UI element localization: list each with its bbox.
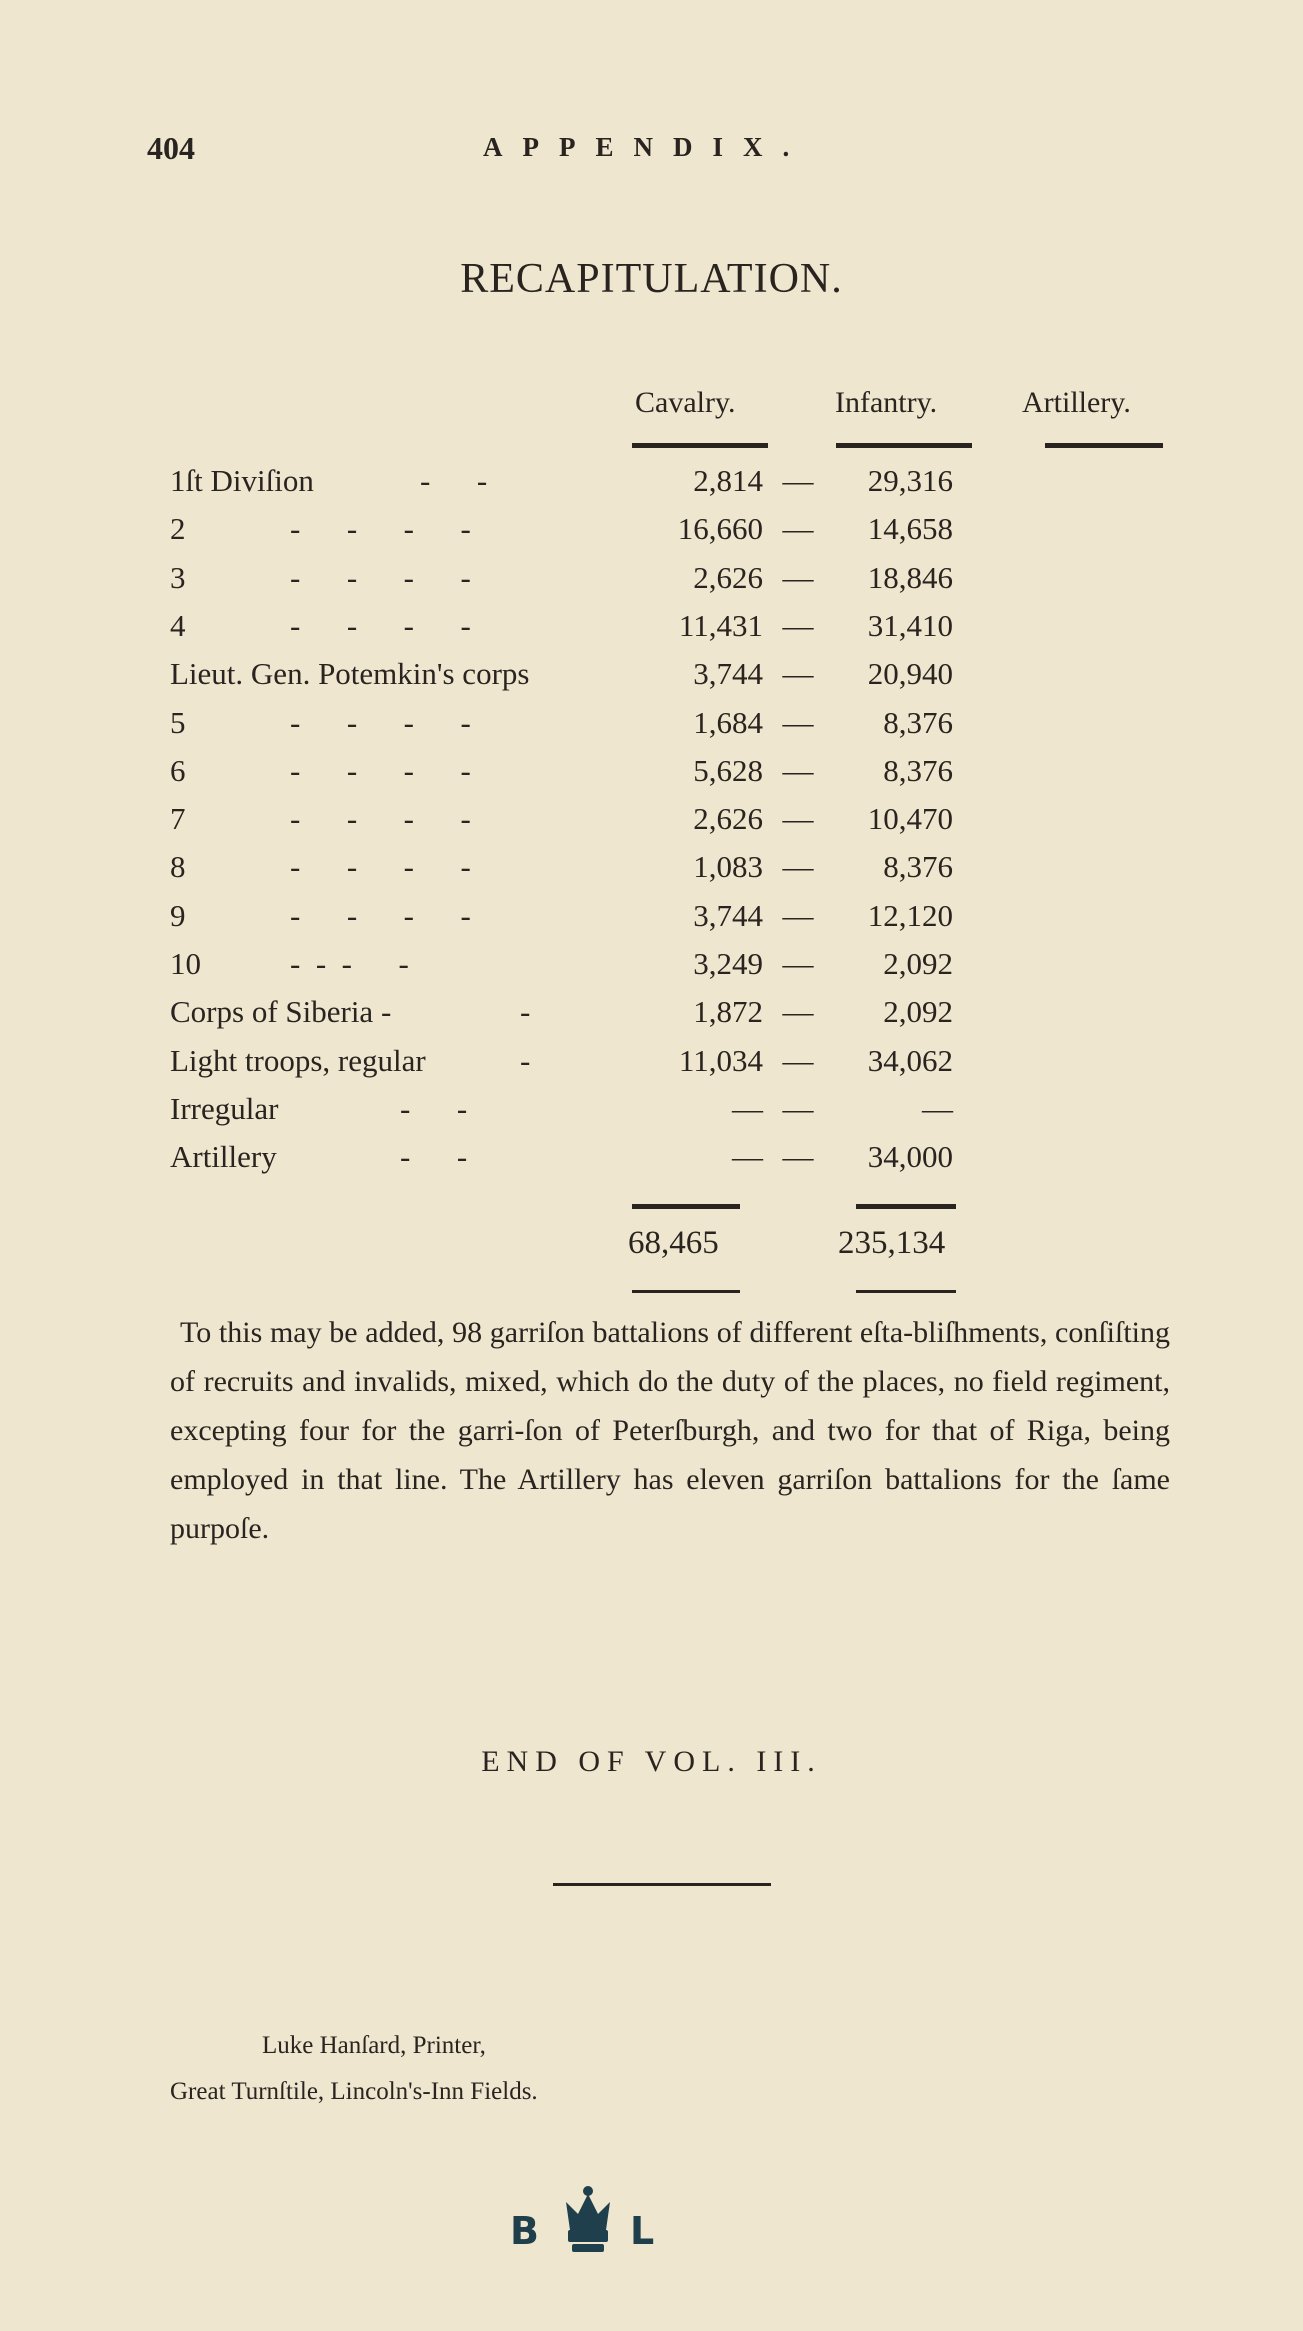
row-label: 4 bbox=[170, 607, 186, 643]
table-row bbox=[0, 898, 1303, 944]
table-row bbox=[0, 1043, 1303, 1089]
printer-line-2: Great Turnſtile, Lincoln's-Inn Fields. bbox=[170, 2078, 538, 2105]
cell-infantry: 18,846 bbox=[867, 559, 953, 595]
cell-separator: — bbox=[782, 704, 814, 740]
row-label: Artillery bbox=[170, 1139, 277, 1175]
cell-infantry: 14,658 bbox=[867, 511, 953, 547]
row-leader-dashes: - - bbox=[400, 1090, 468, 1126]
cell-cavalry: 3,249 bbox=[693, 946, 763, 981]
column-header-infantry: Infantry. bbox=[835, 386, 938, 419]
cell-infantry: 12,120 bbox=[867, 897, 953, 933]
header-rule-cavalry bbox=[632, 443, 768, 448]
row-leader-dashes: - bbox=[520, 994, 531, 1030]
cell-infantry: 20,940 bbox=[867, 656, 953, 692]
row-label: Corps of Siberia - bbox=[170, 994, 392, 1030]
row-label: 2 bbox=[170, 511, 186, 547]
row-label: Light troops, regular bbox=[170, 1042, 426, 1078]
cell-infantry: 2,092 bbox=[883, 994, 953, 1030]
cell-separator: — bbox=[782, 656, 814, 692]
row-label: 1ſt Diviſion bbox=[170, 463, 314, 498]
row-label: 5 bbox=[170, 704, 186, 740]
row-leader-dashes: - - - - bbox=[290, 511, 471, 547]
cell-infantry: 8,376 bbox=[883, 849, 953, 885]
svg-text:L: L bbox=[630, 2209, 655, 2253]
cell-infantry: 8,376 bbox=[883, 704, 953, 740]
row-label: 3 bbox=[170, 559, 186, 595]
table-row bbox=[0, 753, 1303, 799]
library-stamp bbox=[500, 2180, 670, 2260]
total-rule-cavalry bbox=[632, 1204, 740, 1209]
cell-separator: — bbox=[782, 1090, 814, 1126]
cell-infantry: 8,376 bbox=[883, 752, 953, 788]
table-row bbox=[0, 1139, 1303, 1185]
column-header-cavalry: Cavalry. bbox=[635, 386, 736, 419]
row-leader-dashes: - - bbox=[400, 1139, 468, 1175]
row-label: 9 bbox=[170, 897, 186, 933]
row-label: Irregular bbox=[170, 1090, 279, 1126]
cell-infantry: — bbox=[922, 1090, 953, 1126]
double-rule-cavalry bbox=[632, 1290, 740, 1293]
cell-separator: — bbox=[782, 752, 814, 788]
cell-cavalry: 1,083 bbox=[693, 849, 763, 885]
double-rule-infantry bbox=[856, 1290, 956, 1293]
cell-cavalry: 11,034 bbox=[678, 1042, 763, 1078]
cell-separator: — bbox=[782, 1042, 814, 1078]
cell-separator: — bbox=[782, 946, 814, 981]
row-leader-dashes: - - - - bbox=[290, 607, 471, 643]
row-leader-dashes: - - - - bbox=[290, 801, 471, 837]
cell-cavalry: 1,872 bbox=[693, 994, 763, 1030]
row-label: Lieut. Gen. Potemkin's corps bbox=[170, 656, 530, 692]
cell-separator: — bbox=[782, 801, 814, 837]
table-row bbox=[0, 705, 1303, 751]
cell-cavalry: 5,628 bbox=[693, 752, 763, 788]
cell-separator: — bbox=[782, 897, 814, 933]
cell-cavalry: 3,744 bbox=[693, 656, 763, 692]
row-label: 8 bbox=[170, 849, 186, 885]
cell-infantry: 2,092 bbox=[883, 946, 953, 981]
page-header bbox=[147, 130, 1187, 170]
row-leader-dashes: - - bbox=[420, 463, 488, 498]
cell-cavalry: — bbox=[732, 1090, 763, 1126]
cell-infantry: 31,410 bbox=[867, 607, 953, 643]
cell-separator: — bbox=[782, 849, 814, 885]
row-leader-dashes: - - - - bbox=[290, 559, 471, 595]
header-rule-infantry bbox=[836, 443, 972, 448]
header-rule-artillery bbox=[1045, 443, 1163, 448]
cell-infantry: 34,000 bbox=[867, 1139, 953, 1175]
cell-cavalry: 16,660 bbox=[677, 511, 763, 547]
cell-separator: — bbox=[782, 994, 814, 1030]
note-paragraph: To this may be added, 98 garriſon battalions of different eſta-bliſhments, conſiſting of recruits and invalids, mixed, which do the duty of the places, no field regiment, excepting four for the garri-ſon of Peterſburgh, and two for that of Riga, being employed in that line. The Artillery has eleven garriſon battalions for the ſame purpoſe. bbox=[170, 1316, 1170, 1545]
row-label: 7 bbox=[170, 801, 186, 837]
svg-text:B: B bbox=[510, 2209, 539, 2253]
running-head: APPENDIX. bbox=[483, 132, 810, 162]
cell-separator: — bbox=[782, 463, 814, 498]
row-leader-dashes: - - - - bbox=[290, 752, 471, 788]
cell-cavalry: — bbox=[732, 1139, 763, 1175]
table-row bbox=[0, 946, 1303, 992]
row-leader-dashes: - bbox=[520, 1042, 531, 1078]
printer-line-1: Luke Hanſard, Printer, bbox=[262, 2032, 486, 2059]
cell-infantry: 29,316 bbox=[867, 463, 953, 498]
table-row bbox=[0, 801, 1303, 847]
column-header-artillery: Artillery. bbox=[1022, 386, 1131, 419]
row-leader-dashes: - - - - bbox=[290, 946, 409, 981]
table-row bbox=[0, 608, 1303, 654]
table-row bbox=[0, 463, 1303, 509]
row-label: 10 bbox=[170, 946, 201, 981]
cell-cavalry: 2,626 bbox=[693, 559, 763, 595]
page-title: RECAPITULATION. bbox=[460, 256, 843, 302]
page-number: 404 bbox=[147, 130, 195, 166]
table-row bbox=[0, 849, 1303, 895]
table-row bbox=[0, 994, 1303, 1040]
cell-cavalry: 3,744 bbox=[693, 897, 763, 933]
end-of-volume: END OF VOL. III. bbox=[481, 1745, 822, 1778]
cell-cavalry: 2,814 bbox=[693, 463, 763, 498]
cell-cavalry: 11,431 bbox=[678, 607, 763, 643]
cell-cavalry: 2,626 bbox=[693, 801, 763, 837]
cell-separator: — bbox=[782, 511, 814, 547]
cell-cavalry: 1,684 bbox=[693, 704, 763, 740]
total-infantry: 235,134 bbox=[838, 1225, 946, 1261]
row-leader-dashes: - - - - bbox=[290, 897, 471, 933]
row-leader-dashes: - - - - bbox=[290, 849, 471, 885]
cell-separator: — bbox=[782, 559, 814, 595]
total-rule-infantry bbox=[856, 1204, 956, 1209]
table-row bbox=[0, 560, 1303, 606]
cell-separator: — bbox=[782, 1139, 814, 1175]
row-leader-dashes: - - - - bbox=[290, 704, 471, 740]
end-rule bbox=[553, 1883, 771, 1886]
cell-infantry: 10,470 bbox=[867, 801, 953, 837]
table-row bbox=[0, 1091, 1303, 1137]
cell-separator: — bbox=[782, 607, 814, 643]
table-row bbox=[0, 656, 1303, 702]
table-row bbox=[0, 511, 1303, 557]
cell-infantry: 34,062 bbox=[867, 1042, 953, 1078]
total-cavalry: 68,465 bbox=[628, 1225, 719, 1261]
library-stamp-icon bbox=[500, 2180, 670, 2260]
row-label: 6 bbox=[170, 752, 186, 788]
